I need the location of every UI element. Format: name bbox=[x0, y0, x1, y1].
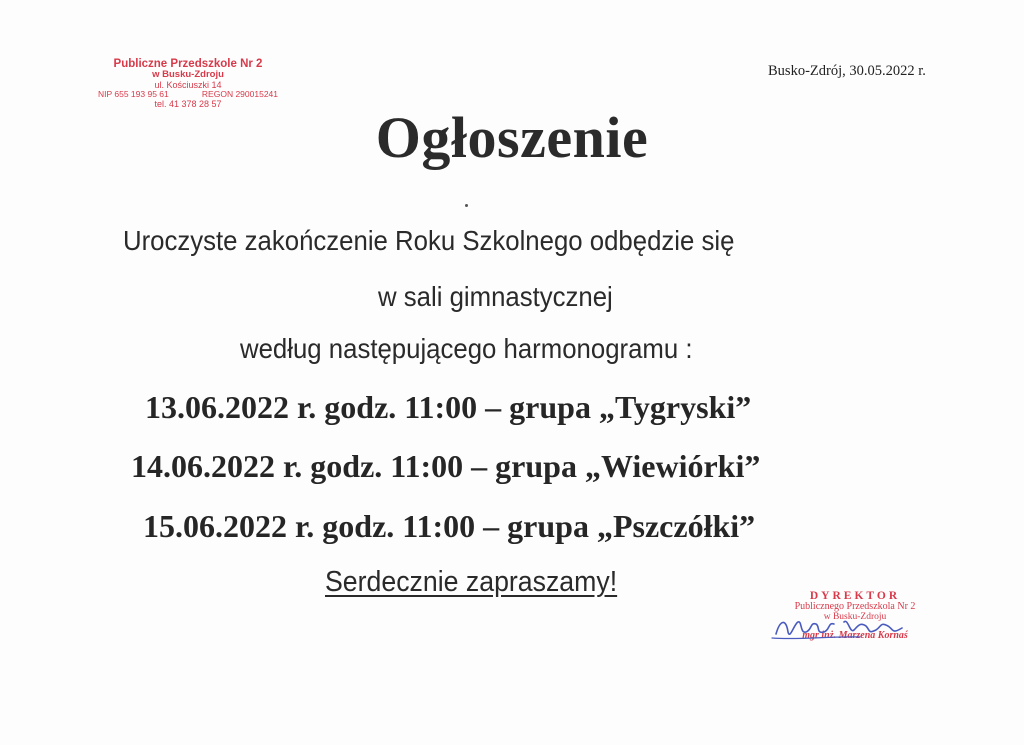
schedule-item-2: 14.06.2022 r. godz. 11:00 – grupa „Wiewiórki” bbox=[131, 448, 761, 484]
school-stamp-regon: REGON 290015241 bbox=[201, 89, 278, 100]
intro-line-3: według następującego harmonogramu : bbox=[240, 333, 693, 364]
handwritten-signature bbox=[770, 610, 920, 646]
school-stamp bbox=[98, 58, 278, 109]
invitation-text: Serdecznie zapraszamy! bbox=[325, 566, 618, 598]
school-stamp-phone: tel. 41 378 28 57 bbox=[154, 98, 222, 109]
director-stamp-institution: Publicznego Przedszkola Nr 2 bbox=[794, 601, 916, 613]
school-stamp-name: Publiczne Przedszkole Nr 2 bbox=[113, 58, 263, 70]
schedule-item-1: 13.06.2022 r. godz. 11:00 – grupa „Tygryski” bbox=[145, 389, 752, 425]
intro-line-1: Uroczyste zakończenie Roku Szkolnego odbędzie się bbox=[123, 225, 735, 256]
document-title: Ogłoszenie bbox=[375, 105, 649, 170]
intro-line-2: w sali gimnastycznej bbox=[378, 281, 613, 312]
director-stamp-role: DYREKTOR bbox=[809, 590, 901, 602]
director-stamp-city: w Busku-Zdroju bbox=[823, 611, 887, 622]
school-stamp-street: ul. Kościuszki 14 bbox=[154, 79, 222, 90]
school-stamp-nip: NIP 655 193 95 61 bbox=[98, 89, 169, 100]
stray-dot bbox=[465, 204, 468, 207]
director-stamp-name: mgr inż. Marzena Kornaś bbox=[802, 629, 908, 641]
school-stamp-city: w Busku-Zdroju bbox=[152, 69, 224, 81]
schedule-item-3: 15.06.2022 r. godz. 11:00 – grupa „Pszczółki” bbox=[143, 508, 756, 544]
place-date: Busko-Zdrój, 30.05.2022 r. bbox=[768, 63, 926, 79]
